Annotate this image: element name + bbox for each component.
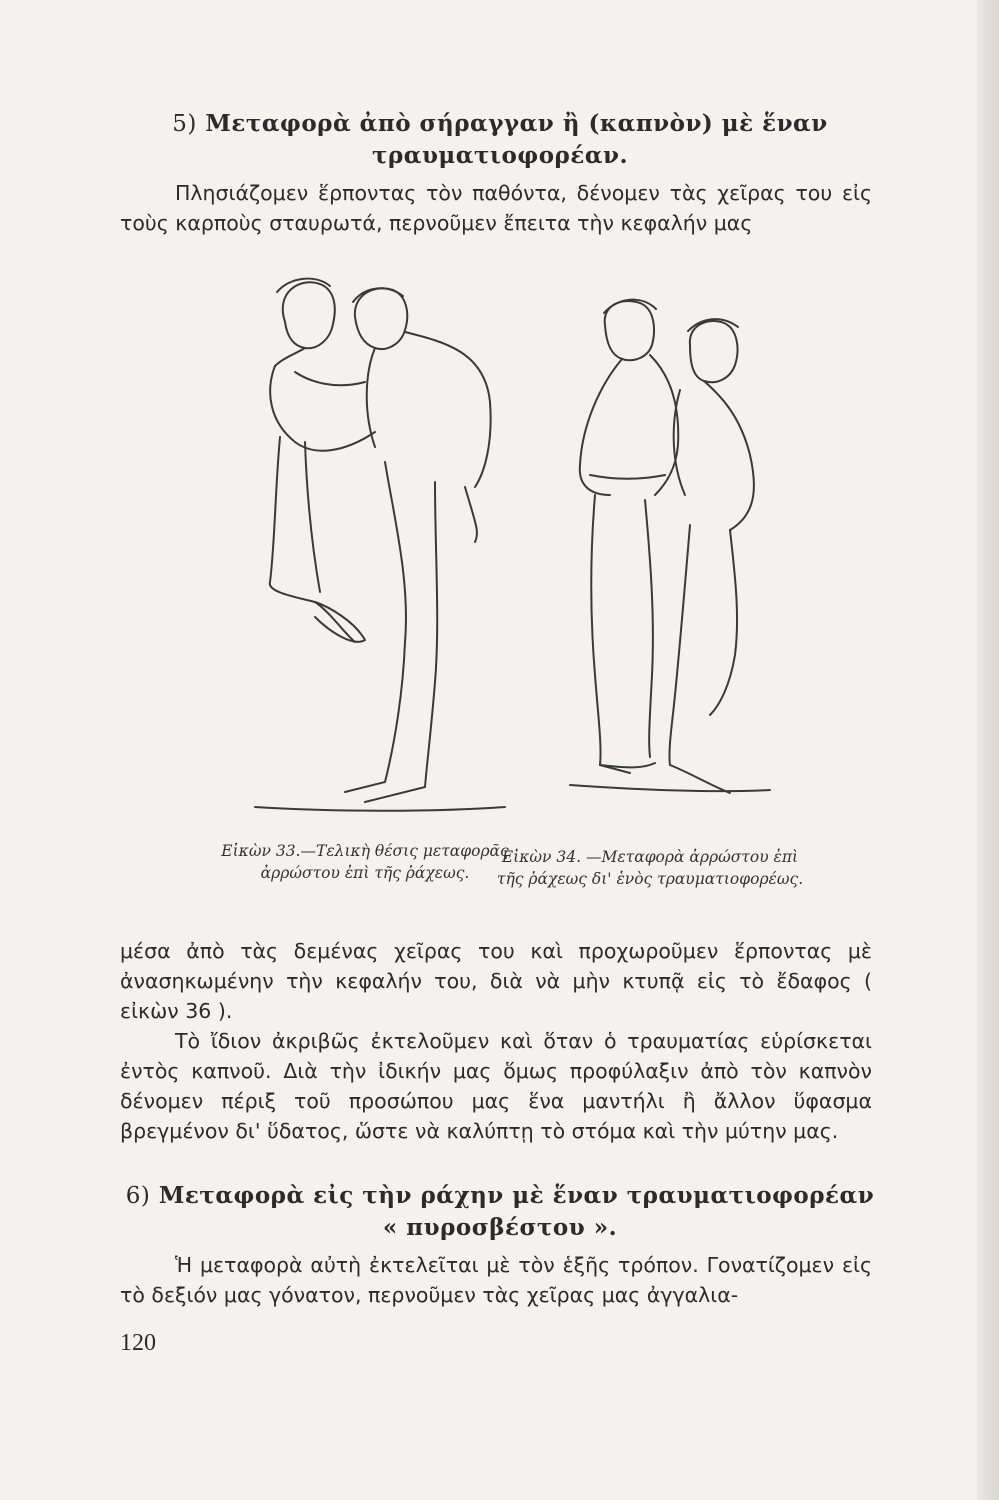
section-6-text: Ἡ μεταφορὰ αὐτὴ ἐκτελεῖται μὲ τὸν ἑξῆς τρόπον. Γονατίζομεν εἰς τὸ δεξιόν μας γόνατον, περνοῦμεν τὰς χεῖρας μας ἀγγαλια-: [120, 1253, 872, 1307]
intro-paragraph: [120, 178, 872, 238]
section-6-heading: [120, 1180, 880, 1244]
figure-34-caption: Εἰκὼν 34. —Μεταφορὰ ἀρρώστου ἐπὶ τῆς ῥάχεως δι' ἑνὸς τραυματιοφορέως.: [496, 848, 804, 888]
smoke-paragraph: [120, 1026, 872, 1146]
continue-text: μέσα ἀπὸ τὰς δεμένας χεῖρας του καὶ προχωροῦμεν ἕρποντας μὲ ἀνασηκωμένην τὴν κεφαλήν του, διὰ νὰ μὴν κτυπᾷ εἰς τὸ ἔδαφος ( εἰκὼν 36 ).: [120, 939, 872, 1023]
figure-33-illustration: [235, 262, 525, 822]
section-6-paragraph: [120, 1250, 872, 1310]
smoke-text: Τὸ ἴδιον ἀκριβῶς ἐκτελοῦμεν καὶ ὅταν ὁ τραυματίας εὑρίσκεται ἐντὸς καπνοῦ. Διὰ τὴν ἰδικήν μας ὅμως προφύλαξιν ἀπὸ τὸν καπνὸν δένομεν πέριξ τοῦ προσώπου μας ἕνα μαντήλι ἢ ἄλλον ὕφασμα βρεγμένον δι' ὕδατος, ὥστε νὰ καλύπτῃ τὸ στόμα καὶ τὴν μύτην μας.: [120, 1029, 872, 1143]
section-5-title: Μεταφορὰ ἀπὸ σήραγγαν ἢ (καπνὸν) μὲ ἕναν τραυματιοφορέαν.: [205, 110, 828, 169]
page-edge-shadow: [977, 0, 999, 1500]
section-5-heading: [120, 108, 880, 172]
section-5-number: 5): [172, 111, 197, 137]
figure-34-illustration: [560, 295, 780, 815]
continue-paragraph: [120, 936, 872, 1026]
section-6-number: 6): [125, 1183, 151, 1209]
page-number: 120: [120, 1330, 156, 1356]
intro-text: Πλησιάζομεν ἕρποντας τὸν παθόντα, δένομεν τὰς χεῖρας του εἰς τοὺς καρποὺς σταυρωτά, περνοῦμεν ἔπειτα τὴν κεφαλήν μας: [120, 181, 872, 235]
figure-33-caption: Εἰκὼν 33.—Τελικὴ θέσις μεταφορᾶς ἀρρώστου ἐπὶ τῆς ῥάχεως.: [221, 842, 509, 882]
section-6-title: Μεταφορὰ εἰς τὴν ράχην μὲ ἕναν τραυματιοφορέαν « πυροσβέστου ».: [158, 1182, 875, 1241]
